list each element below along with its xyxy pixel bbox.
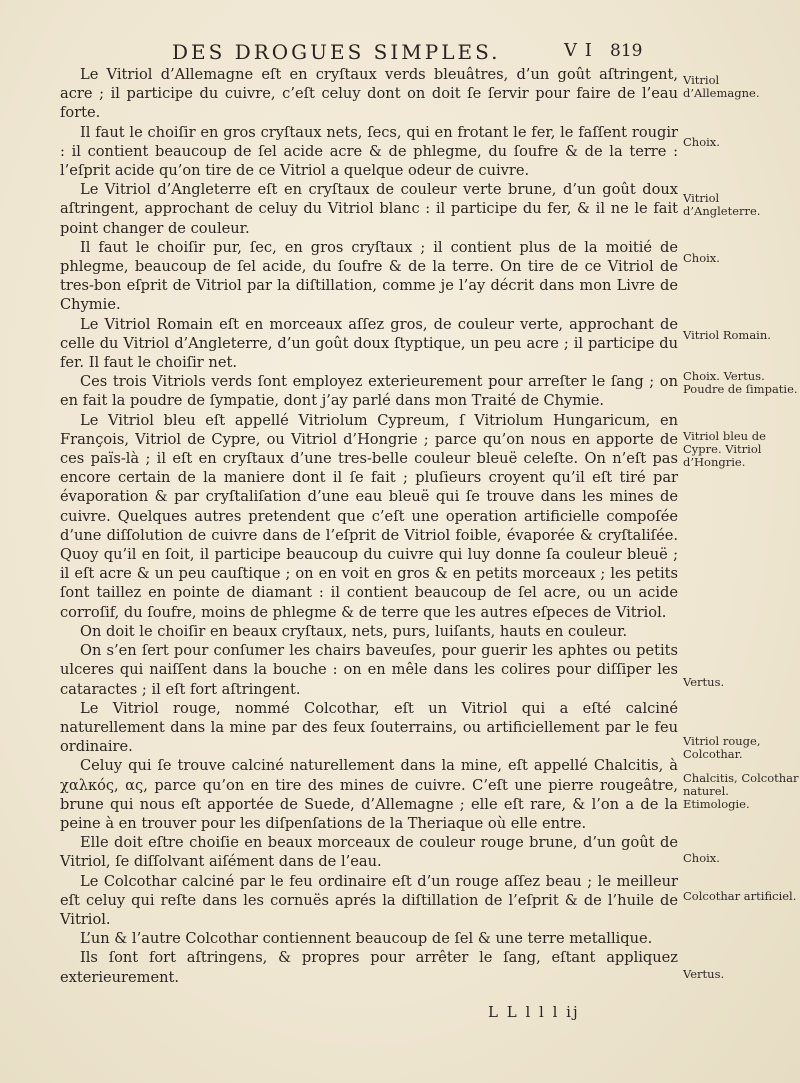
margin-note: Choix. Vertus. Poudre de ſimpatie. (683, 369, 798, 396)
paragraph: On doit le choiſir en beaux cryſtaux, nets, purs, luiſants, hauts en couleur. (80, 622, 628, 640)
page-title: DES DROGUES SIMPLES. (172, 40, 501, 64)
section-number: V I (564, 40, 593, 61)
margin-note: Choix. (683, 251, 720, 265)
paragraph: Le Vitriol bleu eſt appellé Vitriolum Cypreum, ſ Vitriolum Hungaricum, en François, Vitriol de Cypre, ou Vitriol d’Hongrie ; parce qu’on nous en apporte de ces païs-là ; il eſt en cryſtaux d’une tres-belle couleur bleuë celeſte. On n’eſt pas encore certain de la maniere dont il ſe fait ; pluſieurs croyent qu’il eſt tiré par évaporation & par cryſtaliſation d’une eau bleuë qui ſe trouve dans les mines de cuivre. Quelques autres pretendent que c’eſt une operation artificielle compoſée d’une diſſolution de cuivre dans de l’eſprit de Vitriol foible, évaporée & cryſtaliſée. Quoy qu’il en ſoit, il participe beaucoup du cuivre qui luy donne ſa couleur bleuë ; il eſt acre & un peu cauſtique ; on en voit en gros & en petits morceaux ; les petits ſont taillez en pointe de diamant : il contient beaucoup de ſel acre, ou un acide corroſif, du ſoufre, moins de phlegme & de terre que les autres eſpeces de Vitriol. (60, 411, 678, 621)
margin-note: Chalcitis, Colcothar naturel. Etimologie. (683, 771, 799, 811)
paragraph: On s’en ſert pour conſumer les chairs baveuſes, pour guerir les aphtes ou petits ulceres qui naiſſent dans la bouche : on en mêle dans les colires pour diſſiper les cataractes ; il eſt fort aſtringent. (60, 642, 678, 698)
paragraph: Ces trois Vitriols verds ſont employez exterieurement pour arreſter le ſang ; on en fait la poudre de ſympatie, dont j’ay parlé dans mon Traité de Chymie. (60, 373, 678, 410)
margin-note: Vertus. (683, 967, 725, 981)
margin-note: Vertus. (683, 675, 725, 689)
margin-note: Vitriol Romain. (683, 328, 771, 342)
running-header (172, 40, 692, 64)
paragraph: Le Colcothar calciné par le feu ordinaire eſt d’un rouge aſſez beau ; le meilleur eſt celuy qui reſte dans les cornuës aprés la diſtillation de l’eſprit & de l’huile de Vitriol. (60, 872, 678, 928)
paragraph: Celuy qui ſe trouve calciné naturellement dans la mine, eſt appellé Chalcitis, à χαλκός, ας, parce qu’on en tire des mines de cuivre. C’eſt une pierre rougeâtre, brune qui nous eſt apportée de Suede, d’Allemagne ; elle eſt rare, & l’on a de la peine à en trouver pour les diſpenſations de la Theriaque où elle entre. (60, 757, 678, 832)
paragraph: Le Vitriol d’Allemagne eſt en cryſtaux verds bleuâtres, d’un goût aſtringent, acre ; il participe du cuivre, c’eſt celuy dont on doit ſe ſervir pour faire de l’eau forte. (60, 66, 678, 122)
paragraph: Le Vitriol rouge, nommé Colcothar, eſt un Vitriol qui a eſté calciné naturellement dans la mine par des feux ſouterrains, ou artificiellement par le feu ordinaire. (60, 699, 678, 756)
paragraph: Le Vitriol Romain eſt en morceaux aſſez gros, de couleur verte, approchant de celle du Vitriol d’Angleterre, d’un goût doux ſtyptique, un peu acre ; il participe du fer. Il faut le choiſir net. (60, 315, 678, 372)
margin-note: Vitriol bleu de Cypre. Vitriol d’Hongrie. (683, 429, 766, 469)
paragraph: Il faut le choiſir pur, ſec, en gros cryſtaux ; il contient plus de la moitié de phlegme, beaucoup de ſel acide, du ſoufre & de la terre. On tire de ce Vitriol de tres-bon eſprit de Vitriol par la diſtillation, comme je l’ay décrit dans mon Livre de Chymie. (60, 238, 678, 314)
margin-note: Vitriol d’Allemagne. (683, 73, 760, 100)
paragraph: Le Vitriol d’Angleterre eſt en cryſtaux de couleur verte brune, d’un goût doux aſtringent, approchant de celuy du Vitriol blanc : il participe du fer, & il ne le fait point changer de couleur. (60, 181, 678, 237)
margin-note: Vitriol rouge, Colcothar. (683, 734, 761, 761)
margin-note: Choix. (683, 851, 720, 865)
margin-note: Colcothar artificiel. (683, 889, 797, 903)
paragraph: Elle doit eſtre choiſie en beaux morceaux de couleur rouge brune, d’un goût de Vitriol, ſe diſſolvant aiſément dans de l’eau. (60, 834, 678, 871)
paragraph: L’un & l’autre Colcothar contiennent beaucoup de ſel & une terre metallique. (80, 930, 653, 948)
page-number: 819 (610, 41, 643, 61)
paragraph: Il faut le choiſir en gros cryſtaux nets, ſecs, qui en frotant le fer, le faſſent rougir : il contient beaucoup de ſel acide acre & de phlegme, du ſoufre & de la terre : l’eſprit acide qu’on tire de ce Vitriol a quelque odeur de cuivre. (60, 123, 678, 180)
margin-note: Vitriol d’Angleterre. (683, 191, 761, 218)
margin-note: Choix. (683, 135, 720, 149)
paragraph: Ils ſont fort aſtringens, & propres pour arrêter le ſang, eſtant appliquez exterieurement. (60, 949, 678, 986)
signature-mark: L L l l l ij (488, 1003, 580, 1021)
body-text (60, 65, 678, 987)
